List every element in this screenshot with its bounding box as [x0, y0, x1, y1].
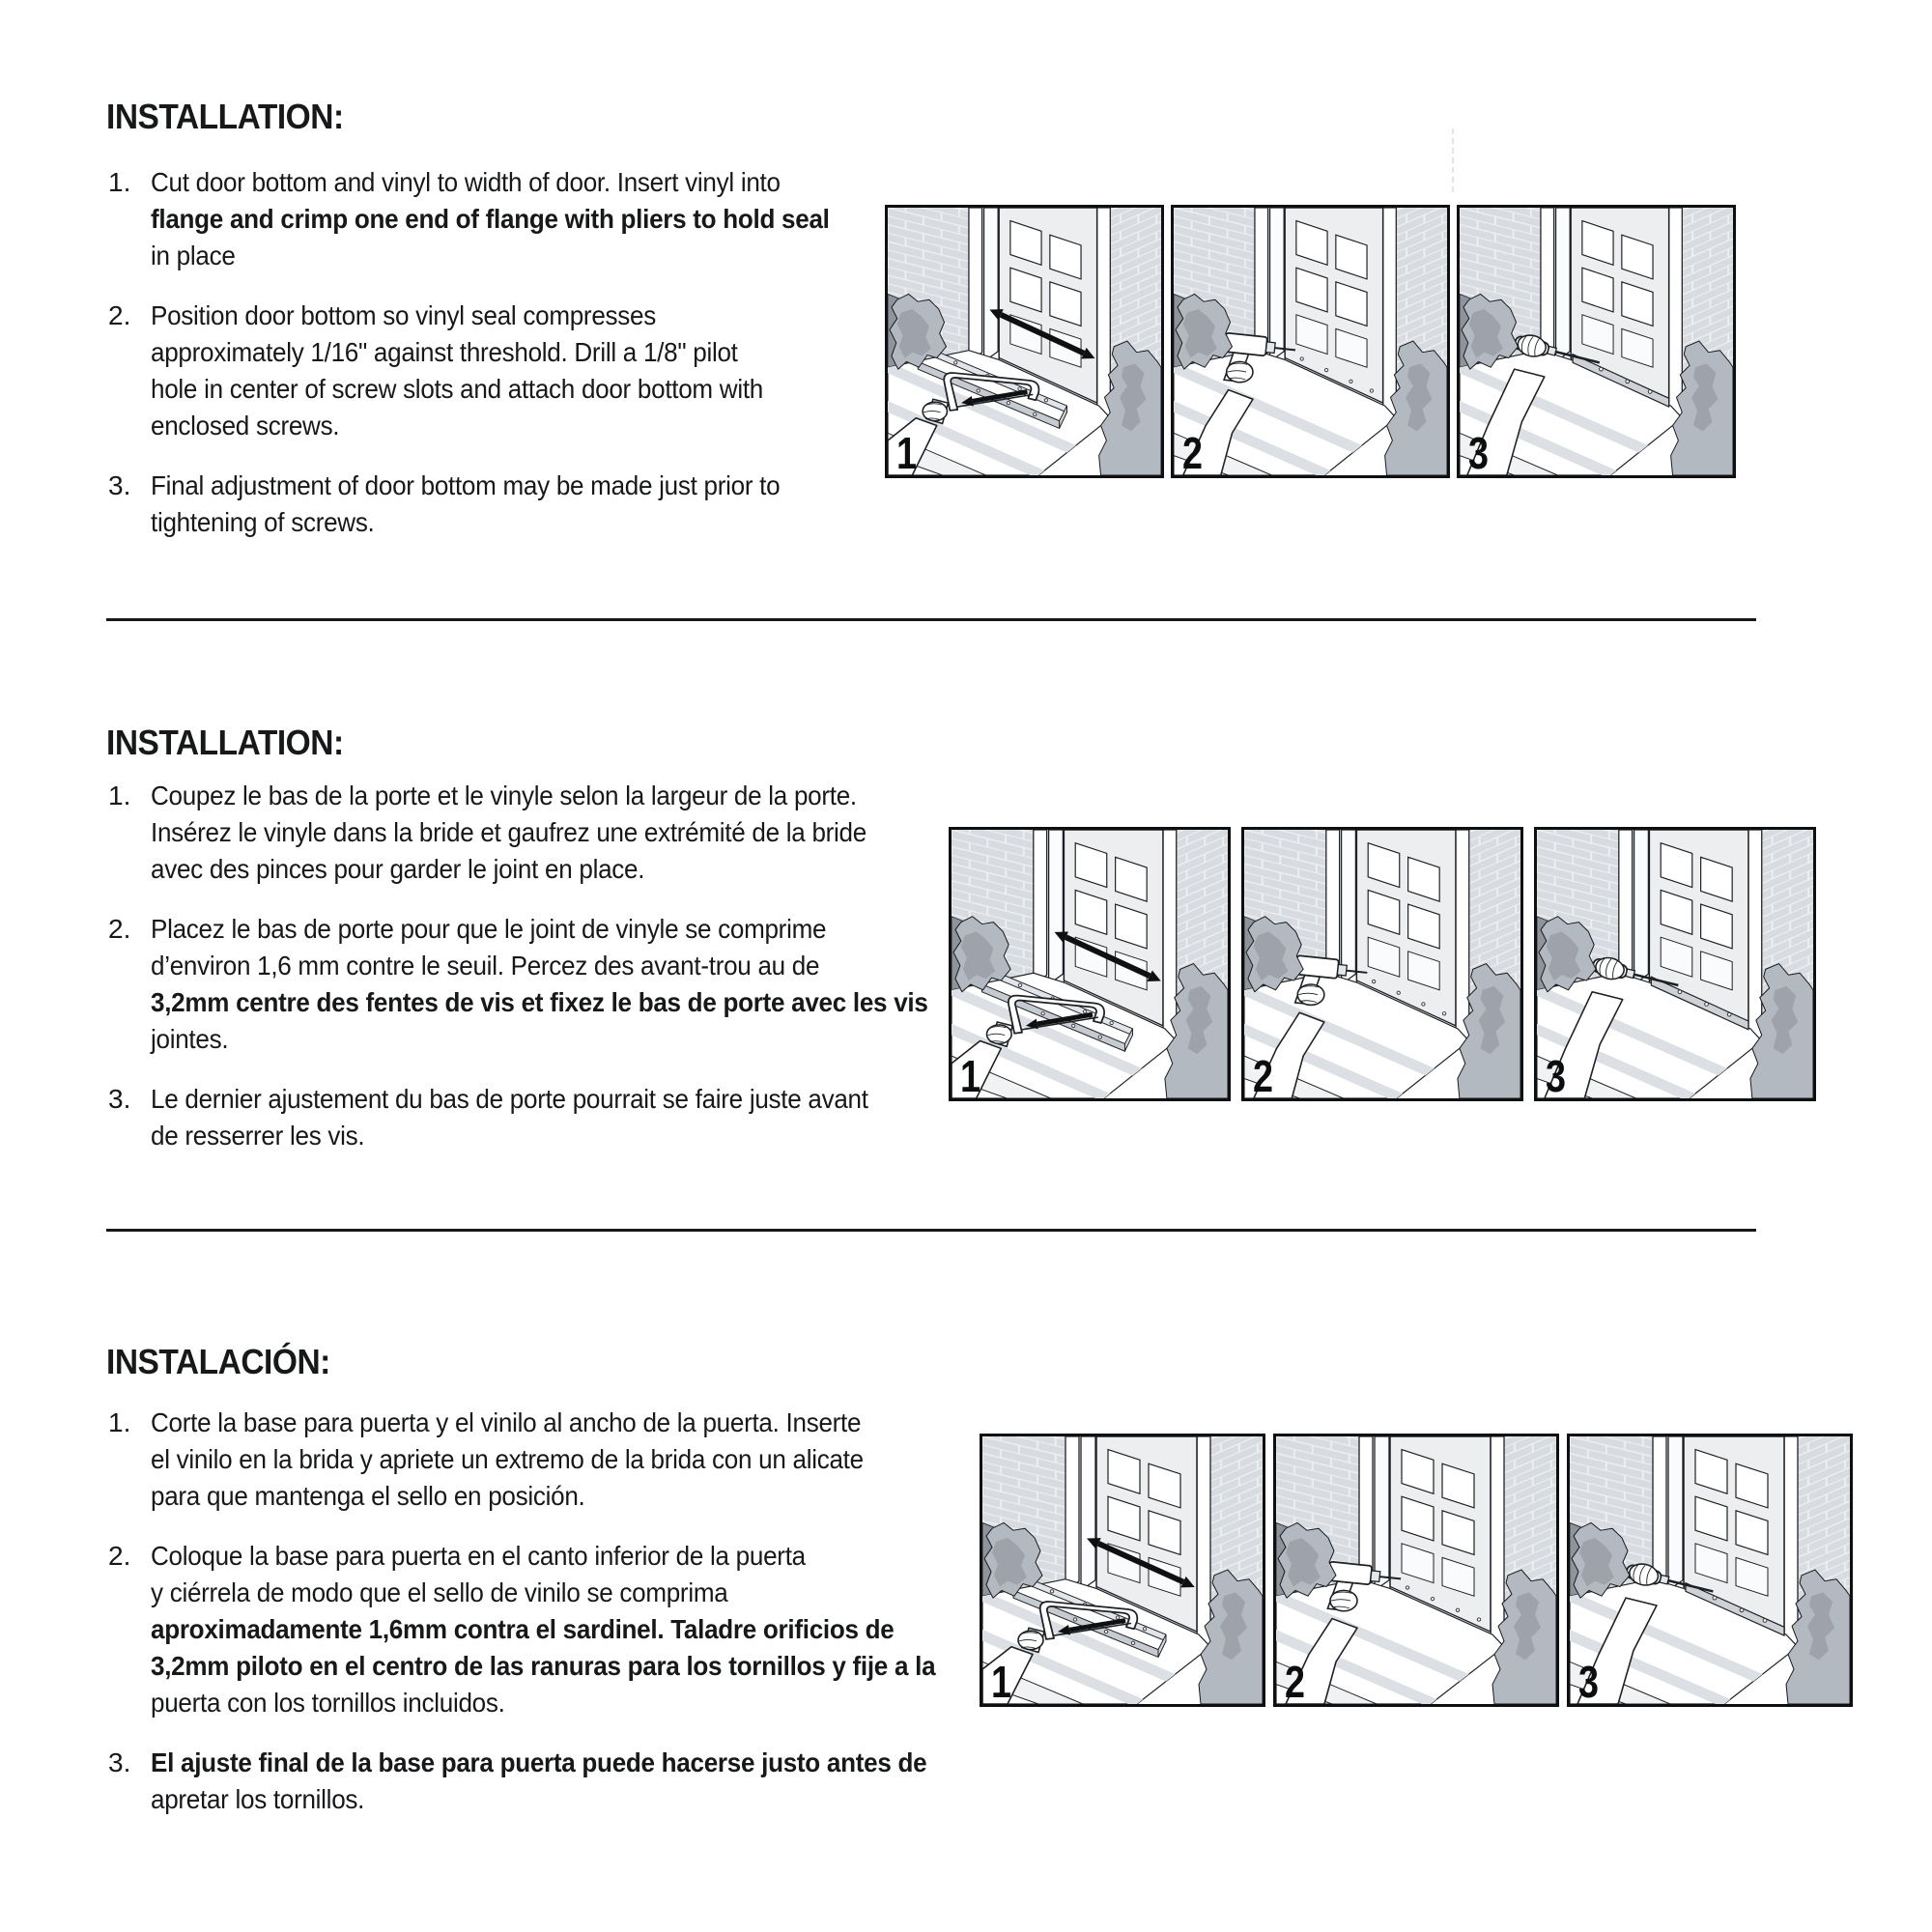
- section-heading: INSTALACIÓN:: [106, 1342, 330, 1381]
- step-line: y ciérrela de modo que el sello de vinilo se comprima: [151, 1577, 728, 1607]
- figure-number: 2: [1285, 1657, 1305, 1707]
- figure-panel-screwdriver-attach: [1457, 205, 1736, 478]
- step-line: aproximadamente 1,6mm contra el sardinel. Taladre orificios de: [151, 1614, 895, 1644]
- step-line: El ajuste final de la base para puerta puede hacerse justo antes de: [151, 1747, 927, 1777]
- hacksaw-cut-door-bottom-illustration: [952, 830, 1228, 1101]
- hacksaw-cut-door-bottom-illustration: [982, 1436, 1263, 1707]
- figure-strip: [885, 205, 1736, 478]
- drill-pilot-hole-illustration: [1174, 208, 1447, 478]
- figure-number: 1: [896, 428, 917, 478]
- step-line: 3,2mm piloto en el centro de las ranuras para los tornillos y fije a la: [151, 1651, 936, 1681]
- step-number: 2.: [108, 1541, 131, 1571]
- step-line: Position door bottom so vinyl seal compresses: [151, 300, 656, 330]
- instruction-step: [106, 911, 976, 1058]
- section-divider: [106, 618, 1756, 621]
- step-line: hole in center of screw slots and attach door bottom with: [151, 374, 763, 404]
- step-line: d’environ 1,6 mm contre le seuil. Percez des avant-trou au de: [151, 951, 820, 980]
- drill-pilot-hole-illustration: [1244, 830, 1520, 1101]
- step-line: jointes.: [151, 1024, 229, 1054]
- step-text: [151, 1405, 976, 1515]
- step-line: Final adjustment of door bottom may be made just prior to: [151, 470, 781, 500]
- figure-panel-drill-pilot-hole: [1171, 205, 1450, 478]
- step-line: flange and crimp one end of flange with pliers to hold seal: [151, 204, 830, 234]
- step-number: 1.: [108, 1407, 131, 1437]
- step-number: 3.: [108, 470, 131, 500]
- step-line: el vinilo en la brida y apriete un extremo de la brida con un alicate: [151, 1444, 864, 1474]
- screwdriver-attach-illustration: [1460, 208, 1733, 478]
- step-line: tightening of screws.: [151, 507, 375, 537]
- step-text: [151, 1745, 976, 1818]
- figure-strip: [980, 1434, 1853, 1707]
- instruction-step: [106, 1405, 976, 1515]
- section-divider: [106, 1229, 1756, 1232]
- step-line: Coupez le bas de la porte et le vinyle selon la largeur de la porte.: [151, 781, 857, 810]
- screwdriver-attach-illustration: [1537, 830, 1813, 1101]
- fold-mark: [1452, 128, 1454, 192]
- figure-panel-drill-pilot-hole: [1273, 1434, 1559, 1707]
- step-line: Placez le bas de porte pour que le joint de vinyle se comprime: [151, 914, 827, 944]
- figure-number: 2: [1182, 428, 1203, 478]
- step-line: approximately 1/16" against threshold. Drill a 1/8" pilot: [151, 337, 738, 367]
- step-list: [106, 1405, 976, 1841]
- instruction-step: [106, 298, 976, 444]
- instruction-step: [106, 778, 976, 888]
- step-text: [151, 1081, 976, 1154]
- step-number: 3.: [108, 1747, 131, 1777]
- step-number: 2.: [108, 914, 131, 944]
- figure-panel-hacksaw-cut-door-bottom: [885, 205, 1164, 478]
- step-line: Insérez le vinyle dans la bride et gaufrez une extrémité de la bride: [151, 817, 867, 847]
- instruction-step: [106, 1538, 976, 1721]
- step-line: apretar los tornillos.: [151, 1784, 365, 1814]
- step-number: 1.: [108, 167, 131, 197]
- step-text: [151, 468, 976, 541]
- figure-panel-hacksaw-cut-door-bottom: [949, 827, 1231, 1101]
- step-line: Corte la base para puerta y el vinilo al ancho de la puerta. Inserte: [151, 1407, 862, 1437]
- figure-panel-drill-pilot-hole: [1241, 827, 1523, 1101]
- figure-strip: [949, 827, 1816, 1101]
- step-text: [151, 778, 976, 888]
- step-text: [151, 164, 976, 274]
- section-heading: INSTALLATION:: [106, 97, 344, 136]
- step-line: avec des pinces pour garder le joint en place.: [151, 854, 645, 884]
- hacksaw-cut-door-bottom-illustration: [888, 208, 1161, 478]
- figure-number: 3: [1578, 1657, 1599, 1707]
- step-line: 3,2mm centre des fentes de vis et fixez le bas de porte avec les vis: [151, 987, 928, 1017]
- step-line: in place: [151, 241, 236, 270]
- step-list: [106, 164, 976, 564]
- drill-pilot-hole-illustration: [1276, 1436, 1556, 1707]
- step-number: 2.: [108, 300, 131, 330]
- figure-panel-screwdriver-attach: [1534, 827, 1816, 1101]
- instruction-step: [106, 468, 976, 541]
- figure-number: 3: [1546, 1051, 1566, 1101]
- instruction-step: [106, 1745, 976, 1818]
- step-text: [151, 1538, 976, 1721]
- section-heading: INSTALLATION:: [106, 723, 344, 762]
- step-line: Coloque la base para puerta en el canto inferior de la puerta: [151, 1541, 806, 1571]
- figure-number: 2: [1253, 1051, 1273, 1101]
- step-number: 3.: [108, 1084, 131, 1114]
- figure-number: 1: [960, 1051, 980, 1101]
- step-line: Le dernier ajustement du bas de porte pourrait se faire juste avant: [151, 1084, 868, 1114]
- figure-number: 1: [991, 1657, 1011, 1707]
- screwdriver-attach-illustration: [1570, 1436, 1850, 1707]
- step-text: [151, 298, 976, 444]
- figure-panel-screwdriver-attach: [1567, 1434, 1853, 1707]
- step-line: de resserrer les vis.: [151, 1121, 365, 1151]
- step-line: enclosed screws.: [151, 411, 340, 440]
- step-list: [106, 778, 976, 1178]
- figure-panel-hacksaw-cut-door-bottom: [980, 1434, 1265, 1707]
- step-line: para que mantenga el sello en posición.: [151, 1481, 585, 1511]
- step-line: Cut door bottom and vinyl to width of door. Insert vinyl into: [151, 167, 781, 197]
- step-line: puerta con los tornillos incluidos.: [151, 1688, 505, 1718]
- instruction-step: [106, 164, 976, 274]
- instruction-step: [106, 1081, 976, 1154]
- step-number: 1.: [108, 781, 131, 810]
- figure-number: 3: [1468, 428, 1489, 478]
- step-text: [151, 911, 976, 1058]
